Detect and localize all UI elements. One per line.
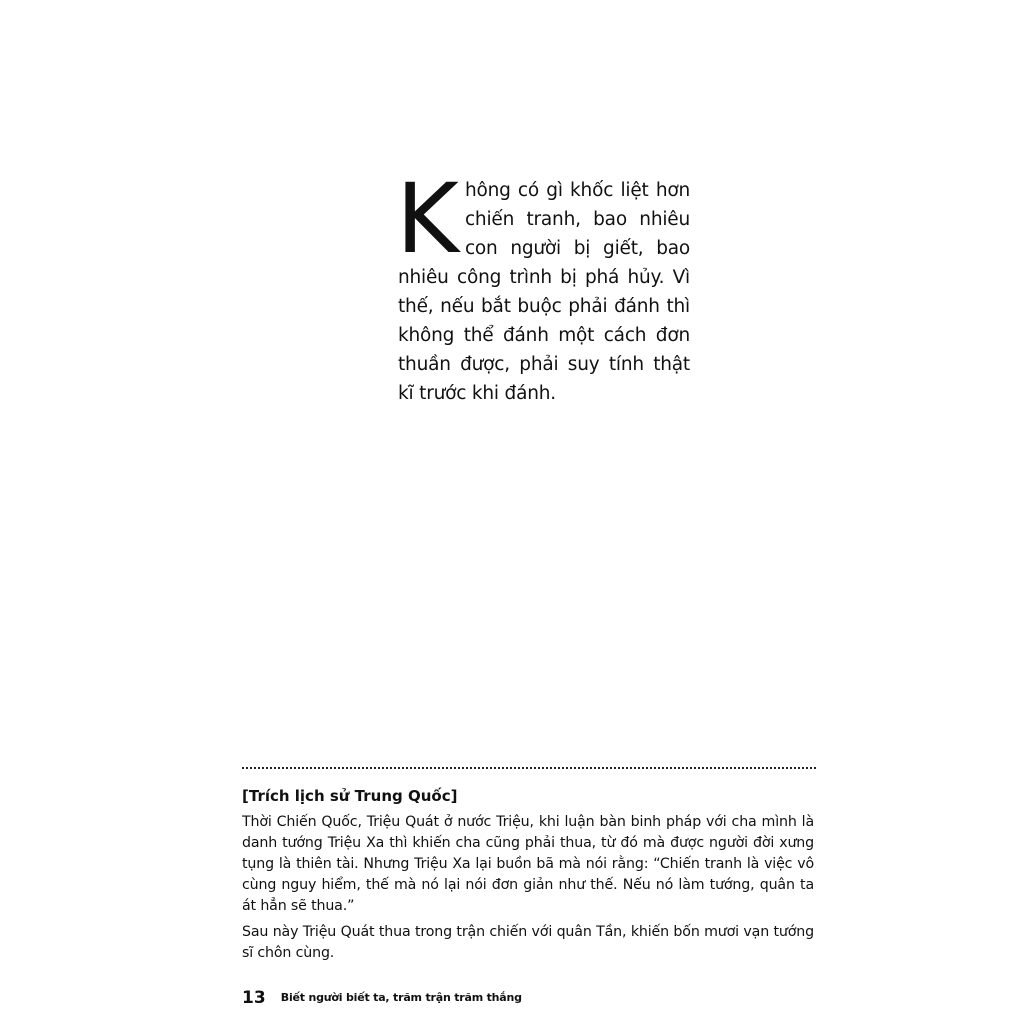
historical-excerpt xyxy=(242,786,814,969)
dotted-divider xyxy=(242,767,816,769)
drop-cap-letter: K xyxy=(396,163,459,275)
page-number: 13 xyxy=(242,988,266,1008)
quote-text: hông có gì khốc liệt hơn chiến tranh, bao nhiêu con người bị giết, bao nhiêu công trình bị phá hủy. Vì thế, nếu bắt buộc phải đánh thì không thể đánh một cách đơn thuần được, phải suy tính thật kĩ trước khi đánh. xyxy=(398,180,690,404)
running-title: Biết người biết ta, trăm trận trăm thắng xyxy=(280,991,522,1004)
excerpt-paragraph-2: Sau này Triệu Quát thua trong trận chiến với quân Tần, khiến bốn mươi vạn tướng sĩ chôn cùng. xyxy=(242,924,814,961)
excerpt-heading: [Trích lịch sử Trung Quốc] xyxy=(242,787,458,805)
excerpt-paragraph-1: Thời Chiến Quốc, Triệu Quát ở nước Triệu, khi luận bàn binh pháp với cha mình là danh tướng Triệu Xa thì khiến cha cũng phải thua, từ đó mà được người đời xưng tụng là thiên tài. Nhưng Triệu Xa lại buồn bã mà nói rằng: “Chiến tranh là việc vô cùng nguy hiểm, thế mà nó lại nói đơn giản như thế. Nếu nó làm tướng, quân ta át hẳn sẽ thua.” xyxy=(242,814,814,914)
page-footer xyxy=(242,986,642,1010)
opening-quote xyxy=(396,163,690,408)
